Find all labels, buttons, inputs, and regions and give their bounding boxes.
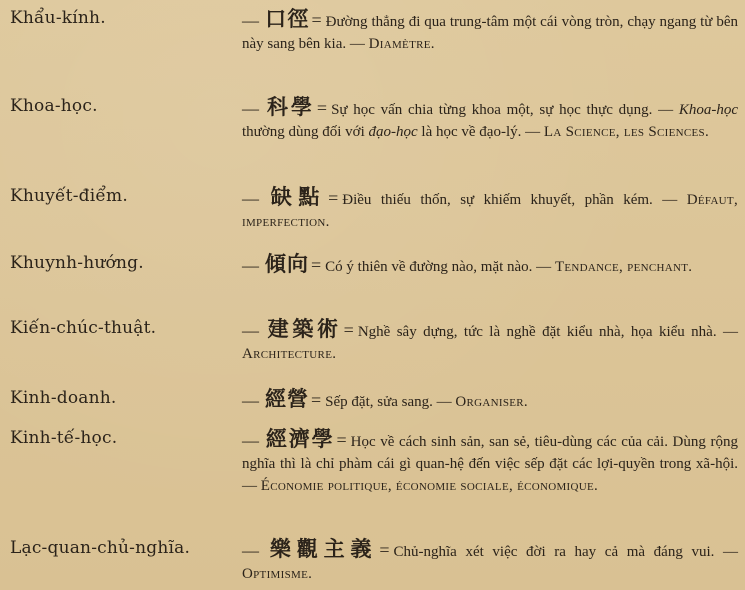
- equals-sign: =: [311, 255, 322, 275]
- hanzi: 口徑: [265, 7, 310, 31]
- french-equivalent: Diamètre.: [368, 36, 435, 52]
- french-equivalent: Architecture.: [242, 346, 337, 362]
- dash: —: [242, 541, 259, 560]
- entry-definition: [242, 388, 738, 413]
- dash: —: [242, 11, 259, 30]
- equals-sign: =: [311, 10, 322, 30]
- hanzi: 經濟學: [265, 427, 335, 451]
- entry-definition: [242, 428, 738, 497]
- equals-sign: =: [316, 98, 328, 118]
- equals-sign: =: [379, 540, 390, 560]
- definition-text: Chủ-nghĩa xét việc đời ra hay cả mà đáng vui. —: [393, 544, 738, 560]
- french-equivalent: Tendance, penchant.: [554, 259, 693, 275]
- definition-text: Nghề sây dựng, tức là nghề đặt kiểu nhà, họa kiểu nhà. —: [357, 324, 738, 340]
- equals-sign: =: [311, 390, 322, 410]
- hanzi: 建築術: [265, 317, 342, 341]
- french-equivalent: Optimisme.: [242, 566, 313, 582]
- hanzi: 樂觀主義: [265, 537, 378, 561]
- dash: —: [242, 189, 259, 208]
- entry-definition: [242, 253, 738, 278]
- definition-text: Sự học vấn chia từng khoa một, sự học thực dụng. —: [331, 102, 674, 118]
- definition-text: thường dùng đối với: [242, 124, 365, 140]
- equals-sign: =: [336, 430, 347, 450]
- entry-definition: [242, 186, 738, 233]
- definition-text: Có ý thiên về đường nào, mặt nào. —: [325, 259, 552, 275]
- definition-text: Điều thiếu thốn, sự khiếm khuyết, phần kém. —: [342, 192, 678, 208]
- entry-definition: [242, 538, 738, 585]
- entry-term: Khuyết-điểm.: [10, 186, 128, 206]
- italic-term: Khoa-học: [678, 102, 738, 118]
- french-equivalent: Économie politique, économie sociale, économique.: [260, 478, 599, 494]
- entry-term: Khoa-học.: [10, 96, 98, 116]
- dash: —: [242, 256, 259, 275]
- entry-term: Kinh-tế-học.: [10, 428, 118, 448]
- hanzi: 缺點: [265, 185, 327, 209]
- entry-term: Khẩu-kính.: [10, 8, 106, 28]
- entry-definition: [242, 318, 738, 365]
- entry-term: Kiến-chúc-thuật.: [10, 318, 157, 338]
- dash: —: [242, 391, 259, 410]
- italic-term: đạo-học: [368, 124, 418, 140]
- definition-text: là học về đạo-lý. —: [421, 124, 541, 140]
- hanzi: 經營: [265, 387, 309, 411]
- entry-definition: [242, 96, 738, 143]
- french-equivalent: La Science, les Sciences.: [543, 124, 710, 140]
- dash: —: [242, 99, 259, 118]
- french-equivalent: Organiser.: [455, 394, 528, 410]
- definition-text: Học về cách sinh sản, san sẻ, tiêu-dùng các của cải. Dùng rộng nghĩa thì là chỉ phàm cái gì quan-hệ đến việc sếp đặt các lợi-quyền trong xã-hội. —: [242, 434, 739, 494]
- french-equivalent: Défaut, imperfection.: [242, 192, 738, 230]
- equals-sign: =: [343, 320, 354, 340]
- definition-text: Sếp đặt, sửa sang. —: [325, 394, 452, 410]
- hanzi: 傾向: [265, 252, 309, 276]
- definition-text: Đường thẳng đi qua trung-tâm một cái vòng tròn, chạy ngang từ bên này sang bên kia. —: [242, 14, 738, 52]
- dash: —: [242, 321, 259, 340]
- dash: —: [242, 431, 259, 450]
- entry-term: Khuynh-hướng.: [10, 253, 144, 273]
- entry-term: Lạc-quan-chủ-nghĩa.: [10, 538, 191, 558]
- entry-term: Kinh-doanh.: [10, 388, 117, 408]
- equals-sign: =: [328, 188, 339, 208]
- hanzi: 科學: [265, 95, 315, 119]
- entry-definition: [242, 8, 738, 55]
